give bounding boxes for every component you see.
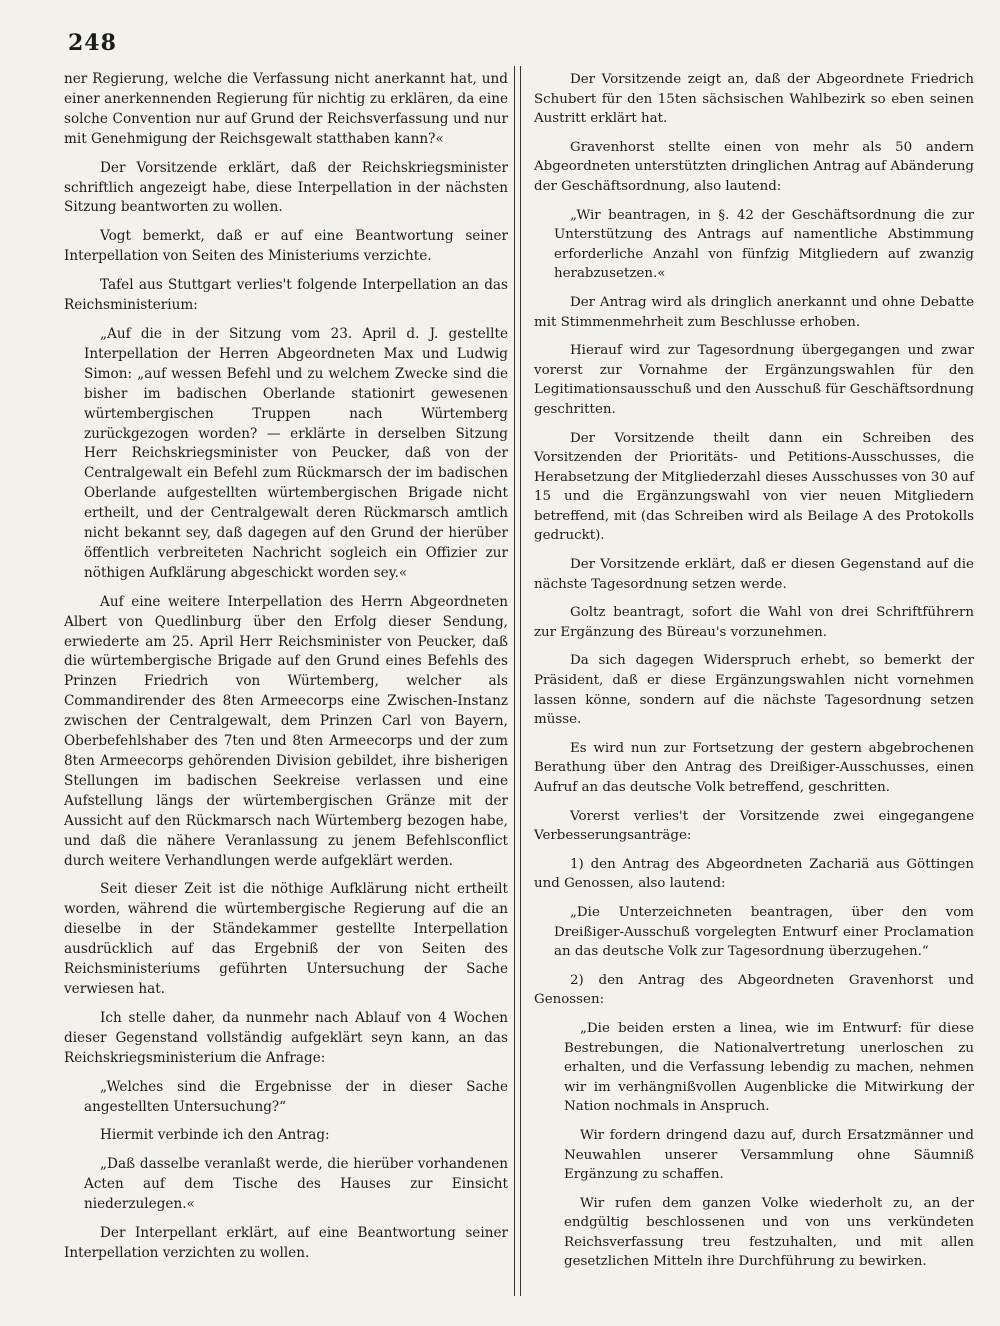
paragraph: „Die beiden ersten a linea, wie im Entwurf: für diese Bestrebungen, die Nationalvertretung unerloschen zu erhalten, und die Verfassung lebendig zu machen, nehmen wir im verhängnißvollen Augenblicke die Mitwirkung der Nation nochmals in Anspruch. — [564, 1020, 974, 1115]
paragraph: Seit dieser Zeit ist die nöthige Aufklärung nicht ertheilt worden, während die würtembergische Regierung auf die an dieselbe in der Ständekammer gestellte Interpellation ausdrücklich auf das Ergebniß der von Seiten des Reichsministeriums geführten Untersuchung der Sache verwiesen hat. — [64, 881, 508, 997]
page-number: 248 — [68, 30, 117, 56]
column-divider — [514, 66, 521, 1296]
paragraph: Wir rufen dem ganzen Volke wiederholt zu, an der endgültig beschlossenen und von uns verkündeten Reichsverfassung treu festzuhalten, und mit allen gesetzlichen Mitteln ihre Durchführung zu bewirken. — [564, 1195, 974, 1270]
paragraph: Es wird nun zur Fortsetzung der gestern abgebrochenen Berathung über den Antrag des Dreißiger-Ausschusses, einen Aufruf an das deutsche Volk betreffend, geschritten. — [534, 740, 974, 795]
paragraph: Der Antrag wird als dringlich anerkannt und ohne Debatte mit Stimmenmehrheit zum Beschlusse erhoben. — [534, 294, 974, 330]
paragraph: Ich stelle daher, da nunmehr nach Ablauf von 4 Wochen dieser Gegenstand vollständig aufgeklärt seyn kann, an das Reichskriegsministerium die Anfrage: — [64, 1009, 508, 1066]
paragraph: Vogt bemerkt, daß er auf eine Beantwortung seiner Interpellation von Seiten des Ministeriums verzichte. — [64, 228, 508, 265]
paragraph: Goltz beantragt, sofort die Wahl von drei Schriftführern zur Ergänzung des Büreau's vorzunehmen. — [534, 605, 974, 640]
paragraph: Hierauf wird zur Tagesordnung übergegangen und zwar vorerst zur Vornahme der Ergänzungswahlen für den Legitimationsausschuß und den Ausschuß für Geschäftsordnung geschritten. — [534, 343, 974, 417]
paragraph: Wir fordern dringend dazu auf, durch Ersatzmänner und Neuwahlen unserer Versammlung ohne Säumniß Ergänzung zu schaffen. — [564, 1127, 974, 1183]
paragraph: Der Vorsitzende erklärt, daß er diesen Gegenstand auf die nächste Tagesordnung setzen werde. — [534, 557, 974, 592]
paragraph: „Auf die in der Sitzung vom 23. April d. J. gestellte Interpellation der Herren Abgeordneten Max und Ludwig Simon: „auf wessen Befehl und zu welchem Zwecke sind die bisher im badischen Oberlande stationirt gewesenen würtembergischen Truppen nach Würtemberg zurückgezogen worden? — erklärte in derselben Sitzung Herr Reichskriegsminister von Peucker, daß von der Centralgewalt ein Befehl zum Rückmarsch der im badischen Oberlande aufgestellten würtembergischen Brigade nicht ertheilt, und der Centralgewalt deren Rückmarsch amtlich nicht bekannt sey, daß dagegen auf den Grund der hierüber öffentlich verbreiteten Nachricht sogleich ein Offizier zur nöthigen Aufklärung abgeschickt worden sey.« — [84, 325, 508, 581]
paragraph: „Welches sind die Ergebnisse der in dieser Sache angestellten Untersuchung?“ — [84, 1078, 508, 1115]
paragraph: „Die Unterzeichneten beantragen, über den vom Dreißiger-Ausschuß vorgelegten Entwurf einer Proclamation an das deutsche Volk zur Tagesordnung überzugehen.“ — [554, 904, 974, 960]
paragraph: 1) den Antrag des Abgeordneten Zachariä aus Göttingen und Genossen, also lautend: — [534, 856, 974, 892]
paragraph: „Wir beantragen, in §. 42 der Geschäftsordnung die zur Unterstützung des Antrags auf namentliche Abstimmung erforderliche Anzahl von fünfzig Mitgliedern auf zwanzig herabzusetzen.« — [554, 207, 974, 282]
paragraph: „Daß dasselbe veranlaßt werde, die hierüber vorhandenen Acten auf dem Tische des Hauses zur Einsicht niederzulegen.« — [84, 1156, 508, 1213]
paragraph: Hiermit verbinde ich den Antrag: — [100, 1127, 330, 1144]
paragraph: Der Vorsitzende zeigt an, daß der Abgeordnete Friedrich Schubert für den 15ten sächsischen Wahlbezirk so eben seinen Austritt erklärt hat. — [534, 72, 974, 127]
paragraph: Der Interpellant erklärt, auf eine Beantwortung seiner Interpellation verzichten zu wollen. — [64, 1225, 508, 1261]
left-column — [64, 70, 508, 1273]
paragraph: ner Regierung, welche die Verfassung nicht anerkannt hat, und einer anerkennenden Regierung für nichtig zu erklären, da eine solche Convention nur auf Grund der Reichsverfassung und nur mit Genehmigung der Reichsgewalt statthaben kann?« — [64, 71, 508, 147]
paragraph: Vorerst verlies't der Vorsitzende zwei eingegangene Verbesserungsanträge: — [534, 808, 974, 844]
paragraph: Da sich dagegen Widerspruch erhebt, so bemerkt der Präsident, daß er diese Ergänzungswahlen nicht vornehmen lassen könne, sondern auf die nächste Tagesordnung setzen müsse. — [534, 653, 974, 728]
right-column — [534, 70, 974, 1281]
paragraph: Gravenhorst stellte einen von mehr als 50 andern Abgeordneten unterstützten dringlichen Antrag auf Abänderung der Geschäftsordnung, also lautend: — [534, 139, 974, 194]
paragraph: Tafel aus Stuttgart verlies't folgende Interpellation an das Reichsministerium: — [64, 277, 508, 314]
paragraph: Der Vorsitzende theilt dann ein Schreiben des Vorsitzenden der Prioritäts- und Petitions-Ausschusses, die Herabsetzung der Mitgliederzahl dieses Ausschusses von 30 auf 15 und die Ergänzungswahl von vier neuen Mitgliedern betreffend, mit (das Schreiben wird als Beilage A des Protokolls gedruckt). — [534, 430, 974, 544]
paragraph: 2) den Antrag des Abgeordneten Gravenhorst und Genossen: — [534, 972, 974, 1008]
paragraph: Der Vorsitzende erklärt, daß der Reichskriegsminister schriftlich angezeigt habe, diese Interpellation in der nächsten Sitzung beantworten zu wollen. — [64, 159, 508, 216]
paragraph: Auf eine weitere Interpellation des Herrn Abgeordneten Albert von Quedlinburg über den Erfolg dieser Sendung, erwiederte am 25. April Herr Reichsminister von Peucker, daß die würtembergische Brigade auf den Grund eines Befehls des Prinzen Friedrich von Würtemberg, welcher als Commandirender des 8ten Armeecorps eine Zwischen-Instanz zwischen der Centralgewalt, dem Prinzen Carl von Bayern, Oberbefehlshaber des 7ten und 8ten Armeecorps und der zum 8ten Armeecorps gehörenden Division gebildet, ihre bisherigen Stellungen im badischen Seekreise verlassen und eine Aufstellung längs der würtembergischen Gränze mit der Aussicht auf den Rückmarsch nach Würtemberg bezogen habe, und daß die nähere Veranlassung zu jenem Befehlsconflict durch weitere Verhandlungen werde aufgeklärt werden. — [64, 593, 508, 869]
